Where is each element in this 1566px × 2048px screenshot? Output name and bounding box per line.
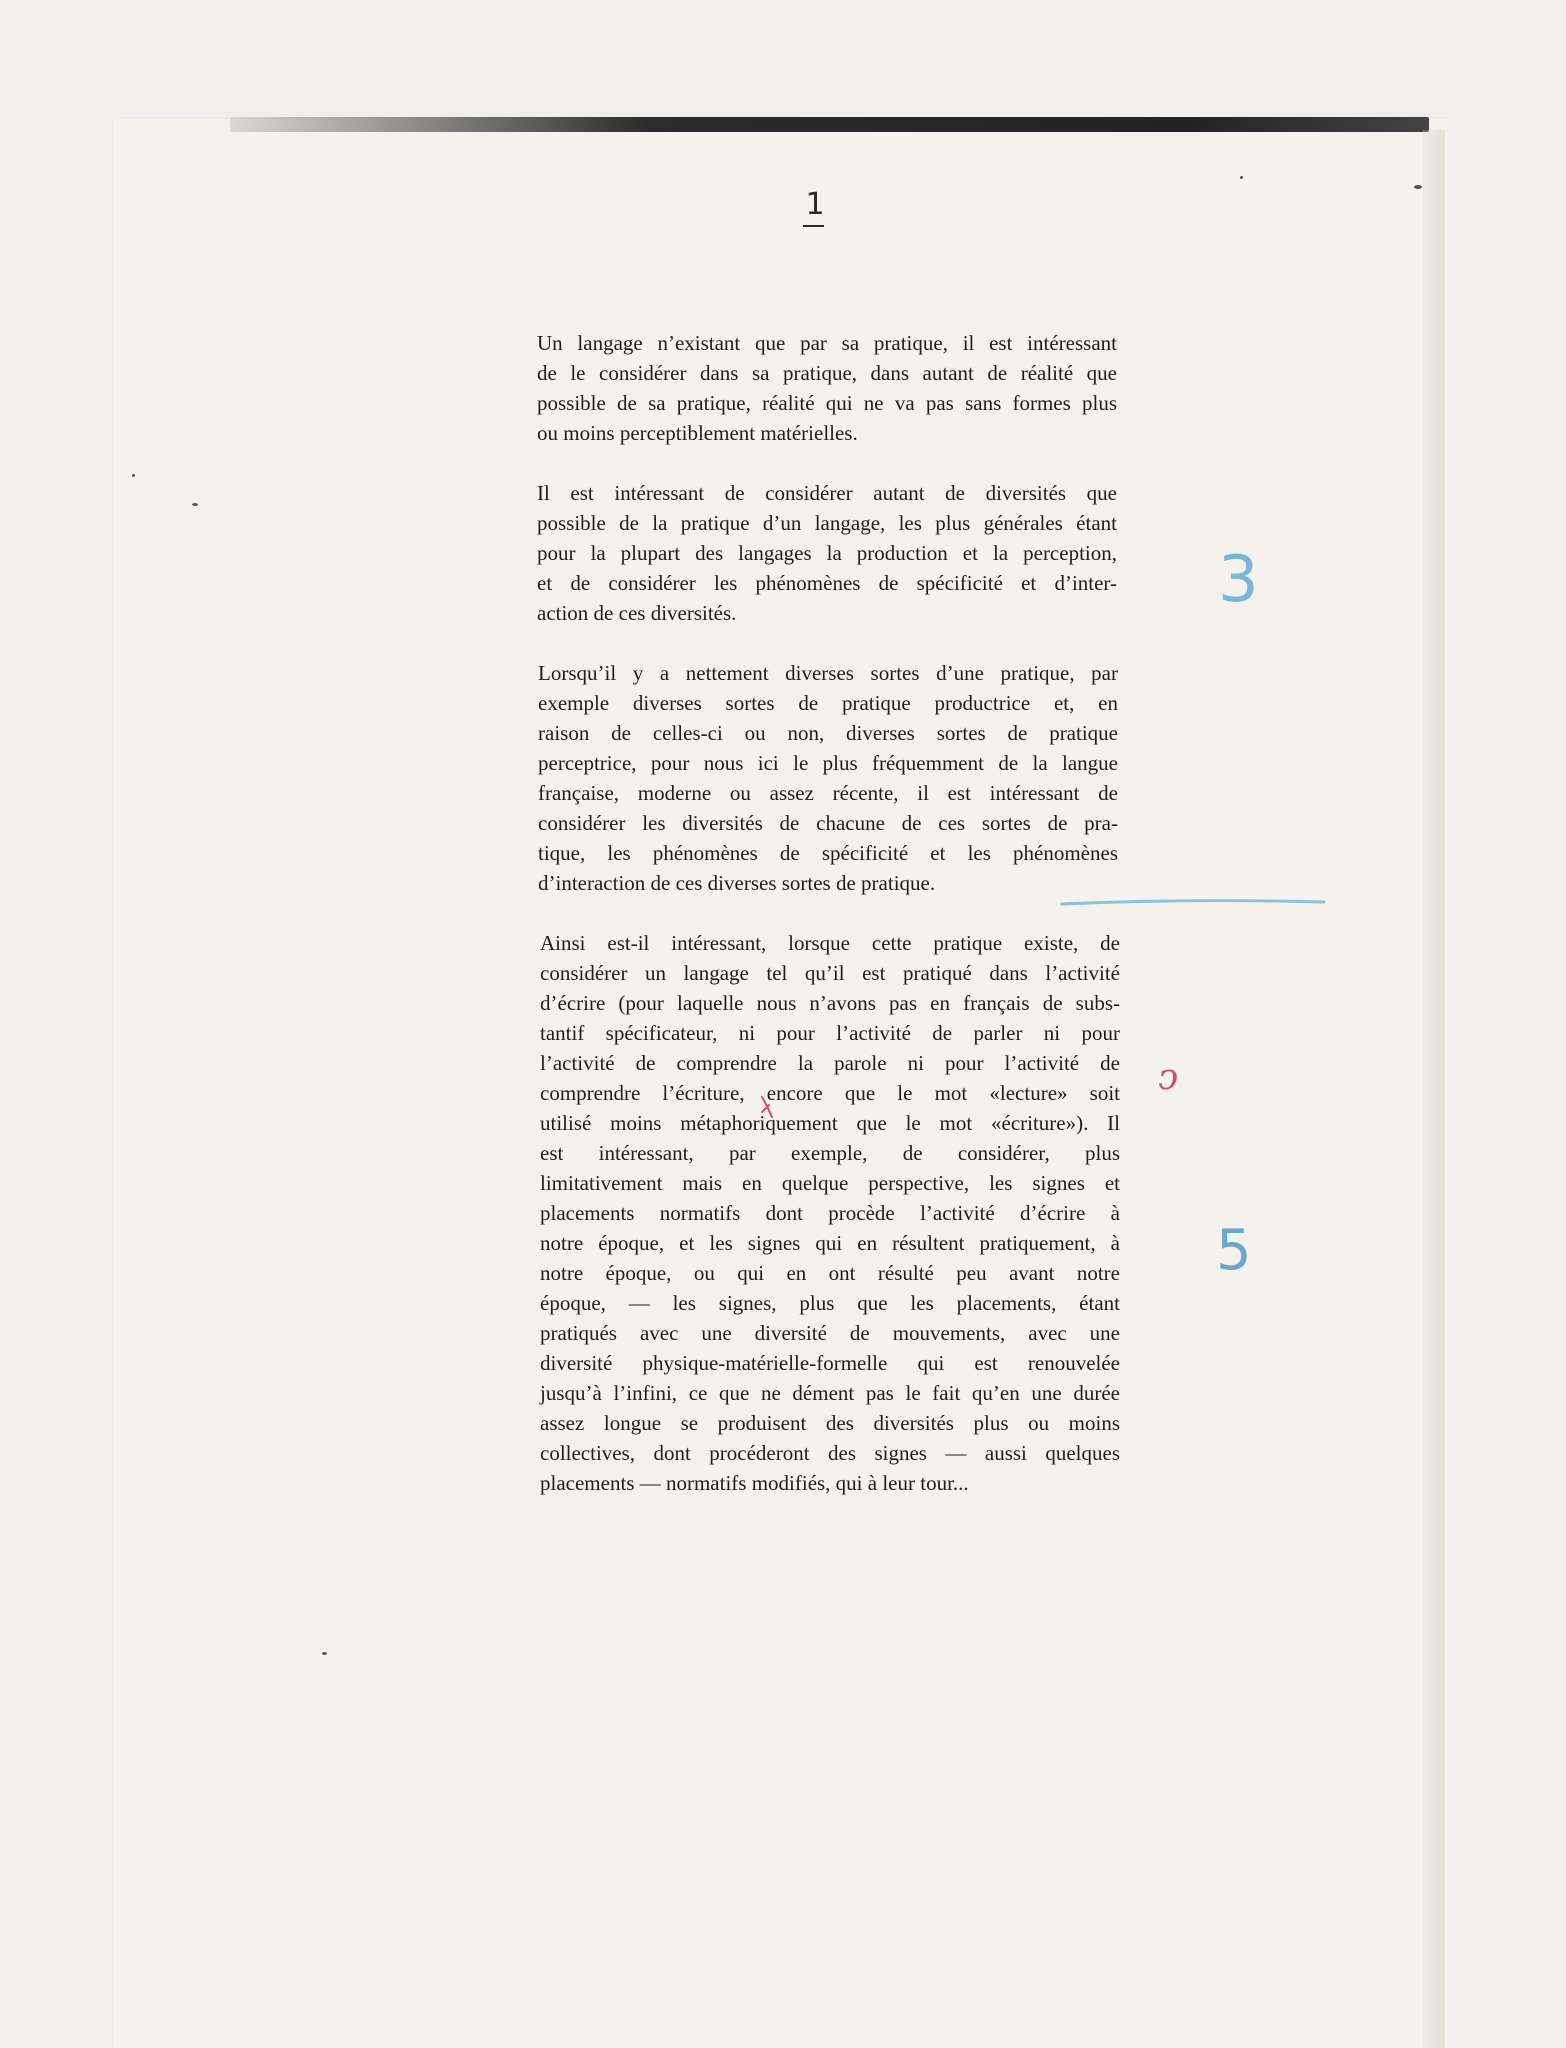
text-line: considérer les diversités de chacune de ces sortes de pra- — [538, 811, 1118, 835]
red-correction-mark-icon — [756, 1095, 784, 1121]
text-line: Lorsqu’il y a nettement diverses sortes d’une pratique, par — [538, 661, 1118, 685]
text-line: diversité physique-matérielle-formelle qui est renouvelée — [540, 1351, 1120, 1375]
text-line: Il est intéressant de considérer autant de diversités que — [537, 481, 1117, 505]
text-line: notre époque, et les signes qui en résultent pratiquement, à — [540, 1231, 1120, 1255]
text-line: et de considérer les phénomènes de spécificité et d’inter- — [537, 571, 1117, 595]
text-line: notre époque, ou qui en ont résulté peu avant notre — [540, 1261, 1120, 1285]
right-edge-shadow — [1423, 130, 1445, 2048]
text-line: assez longue se produisent des diversités plus ou moins — [540, 1411, 1120, 1435]
text-line: d’interaction de ces diverses sortes de pratique. — [538, 871, 936, 895]
top-edge-shadow — [230, 117, 1429, 132]
text-line: action de ces diversités. — [537, 601, 737, 625]
text-line: pour la plupart des langages la production et la perception, — [537, 541, 1117, 565]
text-line: placements normatifs dont procède l’activité d’écrire à — [540, 1201, 1120, 1225]
page-number-underline — [803, 225, 824, 227]
page-number: 1 — [805, 187, 825, 222]
text-line: jusqu’à l’infini, ce que ne dément pas le fait qu’en une durée — [540, 1381, 1120, 1405]
paper-speck — [1414, 185, 1422, 189]
text-line: est intéressant, par exemple, de considérer, plus — [540, 1141, 1120, 1165]
text-line: possible de la pratique d’un langage, les plus générales étant — [537, 511, 1117, 535]
text-line: perceptrice, pour nous ici le plus fréquemment de la langue — [538, 751, 1118, 775]
red-pencil-note: ↄ — [1158, 1057, 1179, 1098]
text-line: Ainsi est-il intéressant, lorsque cette pratique existe, de — [540, 931, 1120, 955]
text-line: époque, — les signes, plus que les placements, étant — [540, 1291, 1120, 1315]
text-line: tique, les phénomènes de spécificité et les phénomènes — [538, 841, 1118, 865]
text-line: possible de sa pratique, réalité qui ne va pas sans formes plus — [537, 391, 1117, 415]
paper-speck — [132, 474, 135, 477]
text-line: pratiqués avec une diversité de mouvements, avec une — [540, 1321, 1120, 1345]
text-line: limitativement mais en quelque perspective, les signes et — [540, 1171, 1120, 1195]
text-line: utilisé moins métaphoriquement que le mot «écriture»). Il — [540, 1111, 1120, 1135]
blue-pencil-note-5: 5 — [1216, 1218, 1252, 1283]
paper-speck — [192, 503, 198, 506]
blue-pencil-note-3: 3 — [1218, 543, 1259, 617]
text-line: comprendre l’écriture, encore que le mot «lecture» soit — [540, 1081, 1120, 1105]
text-line: d’écrire (pour laquelle nous n’avons pas en français de subs- — [540, 991, 1120, 1015]
text-line: collectives, dont procéderont des signes — aussi quelques — [540, 1441, 1120, 1465]
text-line: l’activité de comprendre la parole ni pour l’activité de — [540, 1051, 1120, 1075]
text-line: considérer un langage tel qu’il est pratiqué dans l’activité — [540, 961, 1120, 985]
paper-speck — [1240, 176, 1243, 179]
text-line: placements — normatifs modifiés, qui à leur tour... — [540, 1471, 969, 1495]
text-line: française, moderne ou assez récente, il est intéressant de — [538, 781, 1118, 805]
text-line: exemple diverses sortes de pratique productrice et, en — [538, 691, 1118, 715]
text-line: Un langage n’existant que par sa pratique, il est intéressant — [537, 331, 1117, 355]
text-line: ou moins perceptiblement matérielles. — [537, 421, 858, 445]
text-line: de le considérer dans sa pratique, dans autant de réalité que — [537, 361, 1117, 385]
text-line: raison de celles-ci ou non, diverses sortes de pratique — [538, 721, 1118, 745]
paper-speck — [322, 1652, 327, 1655]
text-line: tantif spécificateur, ni pour l’activité de parler ni pour — [540, 1021, 1120, 1045]
blue-pencil-rule — [1060, 898, 1326, 906]
